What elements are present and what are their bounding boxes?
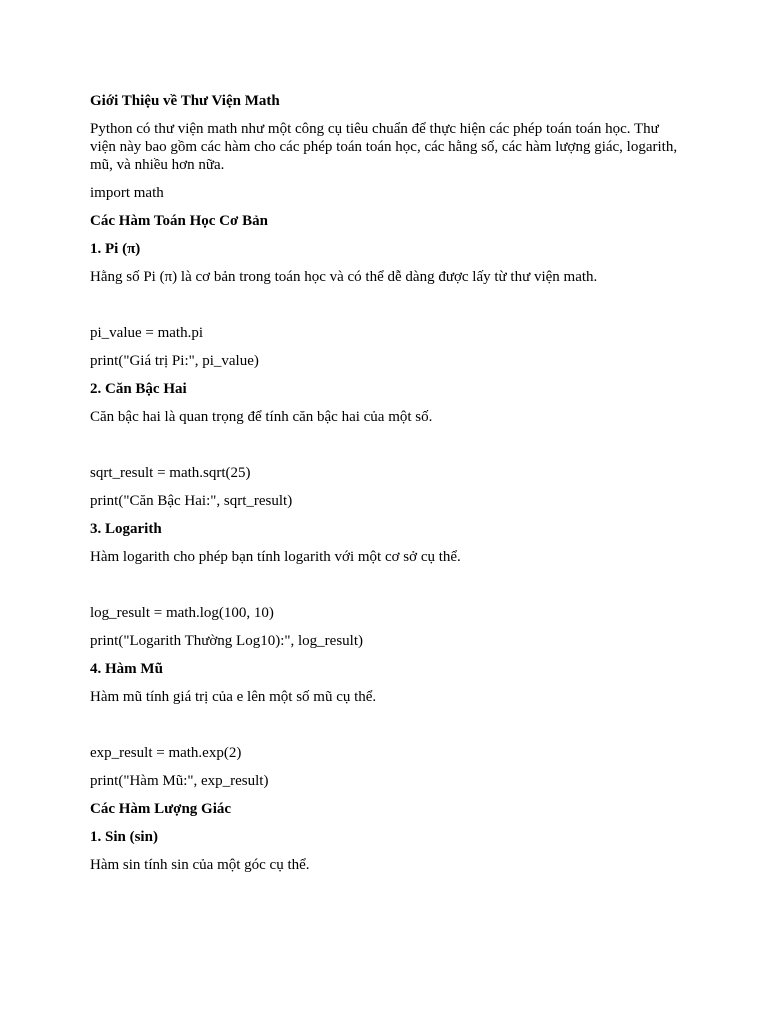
code-line: sqrt_result = math.sqrt(25) (90, 465, 251, 481)
code-line: print("Hàm Mũ:", exp_result) (90, 773, 269, 789)
document-page (90, 92, 680, 884)
item-heading-sin: 1. Sin (sin) (90, 829, 158, 845)
code-line: pi_value = math.pi (90, 325, 204, 341)
item-heading-log: 3. Logarith (90, 521, 162, 537)
import-line: import math (90, 185, 164, 201)
code-line: exp_result = math.exp(2) (90, 745, 242, 761)
item-heading-pi: 1. Pi (π) (90, 241, 141, 257)
code-line: print("Căn Bậc Hai:", sqrt_result) (90, 493, 293, 509)
blank-line (90, 436, 680, 464)
document-title: Giới Thiệu về Thư Viện Math (90, 93, 280, 109)
item-description-pi: Hằng số Pi (π) là cơ bản trong toán học và có thể dễ dàng được lấy từ thư viện math. (90, 269, 598, 285)
code-line: print("Giá trị Pi:", pi_value) (90, 353, 259, 369)
item-description-exp: Hàm mũ tính giá trị của e lên một số mũ cụ thể. (90, 689, 377, 705)
blank-line (90, 576, 680, 604)
item-description-sin: Hàm sin tính sin của một góc cụ thể. (90, 857, 310, 873)
item-heading-exp: 4. Hàm Mũ (90, 661, 163, 677)
intro-paragraph: Python có thư viện math như một công cụ tiêu chuẩn để thực hiện các phép toán toán học. Thư viện này bao gồm các hàm cho các phép toán toán học, các hằng số, các hàm lượng giác, logarith, mũ, và nhiều hơn nữa. (90, 121, 678, 173)
blank-line (90, 716, 680, 744)
item-description-sqrt: Căn bậc hai là quan trọng để tính căn bậc hai của một số. (90, 409, 433, 425)
section-heading-trig: Các Hàm Lượng Giác (90, 801, 232, 817)
item-description-log: Hàm logarith cho phép bạn tính logarith với một cơ sở cụ thể. (90, 549, 461, 565)
code-line: print("Logarith Thường Log10):", log_result) (90, 633, 363, 649)
item-heading-sqrt: 2. Căn Bậc Hai (90, 381, 187, 397)
section-heading-basic: Các Hàm Toán Học Cơ Bản (90, 213, 268, 229)
code-line: log_result = math.log(100, 10) (90, 605, 274, 621)
blank-line (90, 296, 680, 324)
